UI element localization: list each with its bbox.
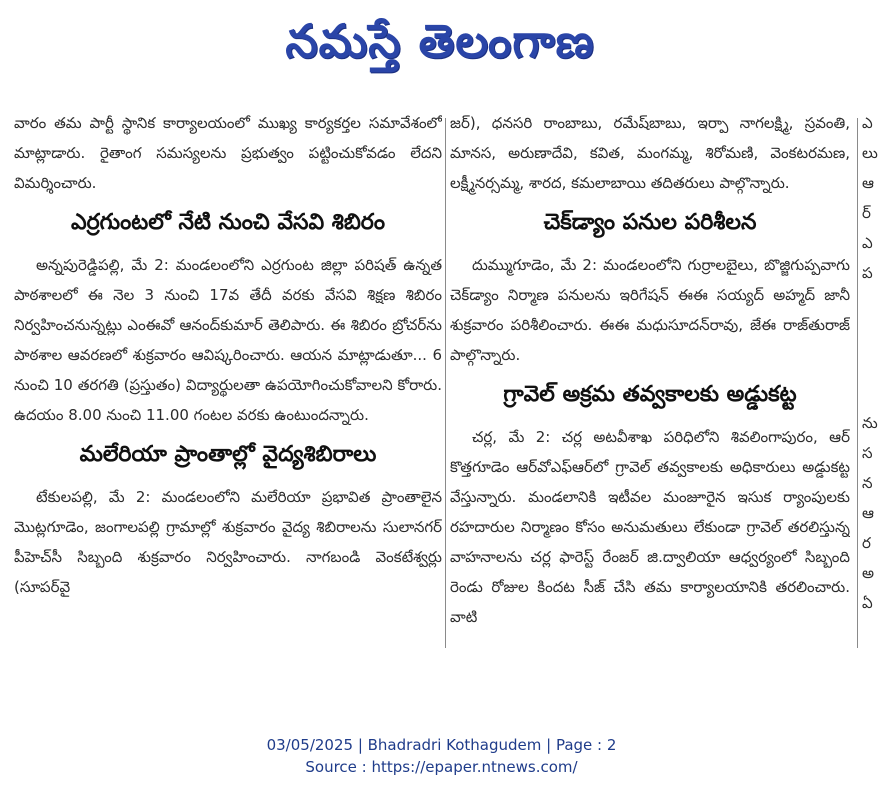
edge-fragment: లు xyxy=(862,144,878,162)
article-headline-checkdam: చెక్‌డ్యాం పనుల పరిశీలన xyxy=(543,210,757,235)
left-column xyxy=(14,108,442,648)
edge-fragment: ఆ xyxy=(862,504,874,522)
edge-fragment xyxy=(862,378,883,408)
edge-fragment: ప xyxy=(862,264,873,282)
right-intro-text: జర్), ధనసరి రాంబాబు, రమేష్‌బాబు, ఇర్పా నాగలక్ష్మి, స్రవంతి, మానస, అరుణాదేవి, కవిత, మంగమ్మ, శిరోమణి, వెంకటరమణ, లక్ష్మీనర్సమ్మ, శారద, కమలాబాయి తదితరులు పాల్గొన్నారు. xyxy=(450,114,850,192)
edge-fragment: ఆ xyxy=(862,174,874,192)
article-body-checkdam: దుమ్ముగూడెం, మే 2: మండలంలోని గుర్రాలబైలు, బొజ్జిగుప్పవాగు చెక్‌డ్యాం నిర్మాణ పనులను ఇరిగేషన్ ఈఈ సయ్యద్ అహ్మద్ జానీ శుక్రవారం పరిశీలించారు. ఈఈ మధుసూదన్‌రావు, జేఈ రాజ్‌తురాజ్ పాల్గొన్నారు. xyxy=(450,256,850,364)
edge-fragment: స xyxy=(862,444,873,462)
edge-fragment: ఎ xyxy=(862,234,873,252)
right-column xyxy=(450,108,850,648)
edge-column-fragment xyxy=(862,108,883,648)
footer-source-link[interactable]: Source : https://epaper.ntnews.com/ xyxy=(305,758,578,776)
edge-fragment: ర xyxy=(862,534,871,552)
article-body-gravel: చర్ల, మే 2: చర్ల అటవీశాఖ పరిధిలోని శివలింగాపురం, ఆర్ కొత్తగూడెం ఆర్‌వోఎఫ్‌ఆర్‌లో గ్రావెల్ తవ్వకాలకు అధికారులు అడ్డుకట్ట వేస్తున్నారు. మండలానికి ఇటీవల మంజూరైన ఇసుక ర్యాంపులకు రహదారుల నిర్మాణం కోసం అనుమతులు లేకుండా గ్రావెల్ తరలిస్తున్న వాహనాలను చర్ల ఫారెస్ట్ రేంజర్ జి.ద్వాలియా ఆధ్వర్యంలో సిబ్బంది రెండు రోజుల కిందట సీజ్ చేసి తమ కార్యాలయానికి తరలించారు. వాటి xyxy=(450,428,850,626)
edge-fragment: న xyxy=(862,474,873,492)
edge-fragment xyxy=(862,288,883,318)
article-body-malaria-camps: టేకులపల్లి, మే 2: మండలంలోని మలేరియా ప్రభావిత ప్రాంతాలైన మొట్లగూడెం, జంగాలపల్లి గ్రామాల్లో శుక్రవారం వైద్య శిబిరాలను సులానగర్ పీహెచ్‌సీ సిబ్బంది శుక్రవారం నిర్వహించారు. నాగబండి వెంకటేశ్వర్లు (సూపర్‌వై xyxy=(14,488,442,596)
article-area xyxy=(0,108,883,648)
article-headline-malaria-camps: మలేరియా ప్రాంతాల్లో వైద్యశిబిరాలు xyxy=(79,442,377,467)
left-intro-text: వారం తమ పార్టీ స్థానిక కార్యాలయంలో ముఖ్య కార్యకర్తల సమావేశంలో మాట్లాడారు. రైతాంగ సమస్యలను ప్రభుత్వం పట్టించుకోవడం లేదని విమర్శించారు. xyxy=(14,114,442,192)
edge-fragment xyxy=(862,348,883,378)
edge-fragment: ఎ xyxy=(862,114,873,132)
article-headline-summer-camp: ఎర్రగుంటలో నేటి నుంచి వేసవి శిబిరం xyxy=(70,210,386,235)
source-footer xyxy=(0,734,883,778)
footer-date-edition: 03/05/2025 | Bhadradri Kothagudem | Page : 2 xyxy=(266,736,617,754)
article-body-summer-camp: అన్నపురెడ్డిపల్లి, మే 2: మండలంలోని ఎర్రగుంట జిల్లా పరిషత్ ఉన్నత పాఠశాలలో ఈ నెల 3 నుంచి 17వ తేదీ వరకు వేసవి శిక్షణ శిబిరం నిర్వహించనున్నట్లు ఎంఈవో ఆనంద్‌కుమార్ తెలిపారు. ఈ శిబిరం బ్రోచర్‌ను పాఠశాల ఆవరణలో శుక్రవారం ఆవిష్కరించారు. ఆయన మాట్లాడుతూ... 6 నుంచి 10 తరగతి (ప్రస్తుతం) విద్యార్థులతా ఉపయోగించుకోవాలని కోరారు. ఉదయం 8.00 నుంచి 11.00 గంటల వరకు ఉంటుందన్నారు. xyxy=(14,256,442,424)
edge-fragment xyxy=(862,318,883,348)
masthead-logo: నమస్తే తెలంగాణ xyxy=(285,14,595,68)
edge-fragment: అ xyxy=(862,564,875,582)
article-headline-gravel: గ్రావెల్ అక్రమ తవ్వకాలకు అడ్డుకట్ట xyxy=(503,382,797,407)
edge-fragment: ఏ xyxy=(862,594,873,612)
edge-fragment: ను xyxy=(862,414,878,432)
edge-fragment: ర్ xyxy=(862,204,871,222)
